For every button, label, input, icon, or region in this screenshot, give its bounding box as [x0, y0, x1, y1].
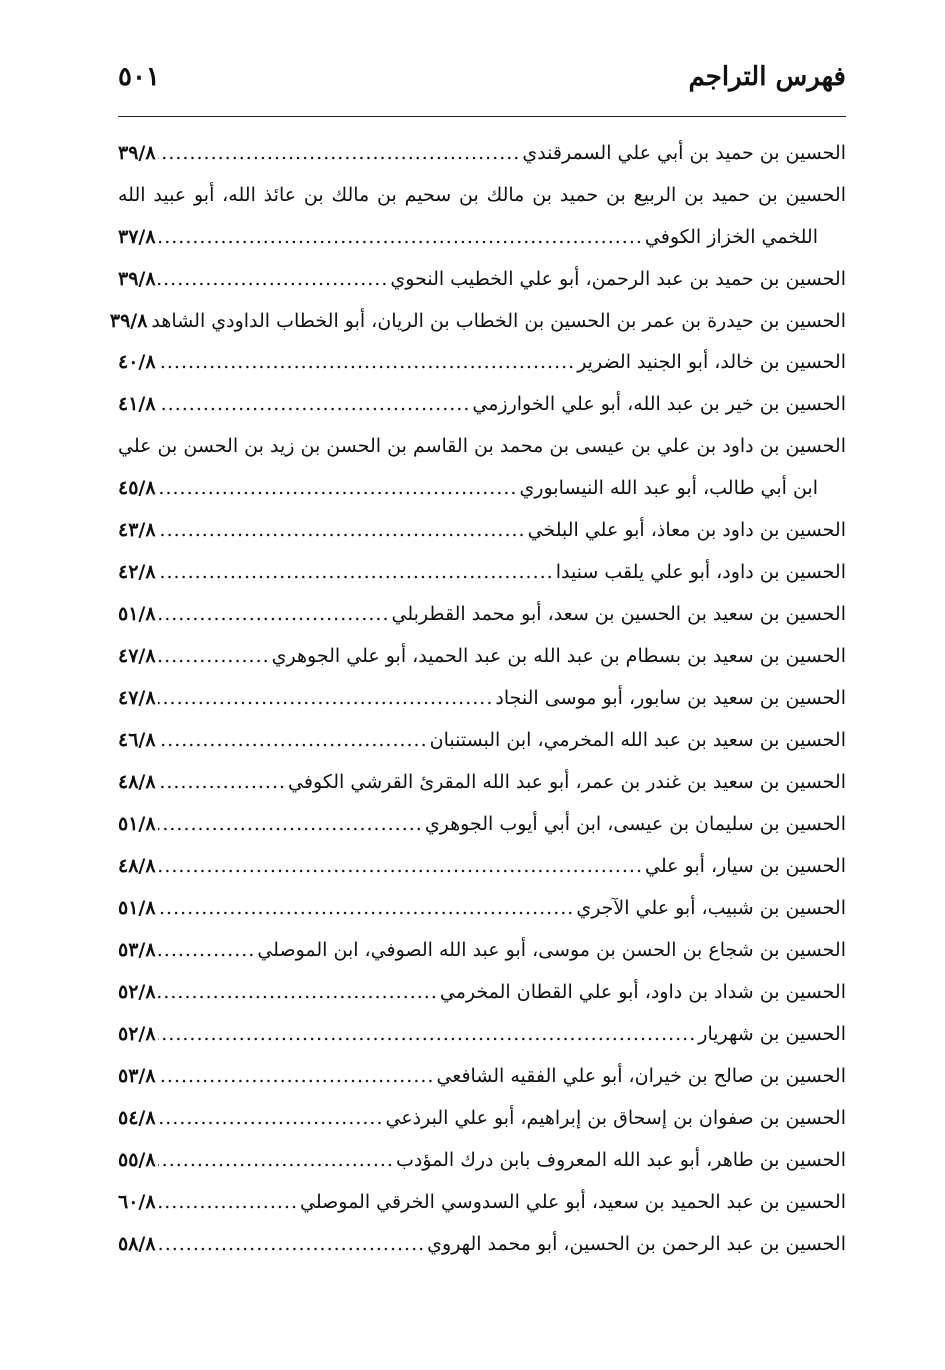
- index-entry: [118, 554, 846, 590]
- entry-reference: ٤٨/٨: [118, 771, 156, 793]
- entry-reference: ٥٢/٨: [118, 981, 156, 1003]
- entry-text: الحسين بن حميد بن أبي علي السمرقندي: [522, 142, 846, 164]
- index-entry: [118, 638, 846, 674]
- leader-dots: [158, 344, 576, 380]
- entry-text: الحسين بن حيدرة بن عمر بن الحسين بن الخطاب بن الريان، أبو الخطاب الداودي الشاهد: [151, 310, 846, 332]
- index-entry: [118, 974, 846, 1010]
- entry-reference: ٤١/٨: [118, 393, 156, 415]
- entry-reference: ٥٨/٨: [118, 1233, 156, 1255]
- entry-reference: ٥٣/٨: [118, 939, 156, 961]
- entry-reference: ٥١/٨: [118, 813, 156, 835]
- page-number: ٥٠١: [118, 62, 160, 92]
- entry-text: الحسين بن عبد الرحمن بن الحسين، أبو محمد الهروي: [427, 1233, 846, 1255]
- entry-reference: ٦٠/٨: [118, 1191, 156, 1213]
- leader-dots: [158, 848, 643, 884]
- entry-text: الحسين بن صفوان بن إسحاق بن إبراهيم، أبو علي البرذعي: [385, 1107, 846, 1129]
- entry-text: ابن أبي طالب، أبو عبد الله النيسابوري: [519, 477, 818, 499]
- entry-reference: ٤٠/٨: [118, 351, 156, 373]
- index-entry: [118, 1226, 846, 1262]
- leader-dots: [158, 1016, 697, 1052]
- entry-reference: ٤٦/٨: [118, 729, 156, 751]
- entry-text: الحسين بن سليمان بن عيسى، ابن أبي أيوب الجوهري: [424, 813, 846, 835]
- leader-dots: [158, 974, 438, 1010]
- leader-dots: [158, 261, 389, 297]
- index-entry: [118, 806, 846, 842]
- leader-dots: [158, 554, 554, 590]
- entry-text: الحسين بن سعيد بن عبد الله المخرمي، ابن البستنبان: [429, 729, 846, 751]
- entry-reference: ٣٩/٨: [118, 268, 156, 290]
- entry-reference: ٤٧/٨: [118, 687, 156, 709]
- entry-text: الحسين بن سيار، أبو علي: [645, 855, 846, 877]
- index-entry: [118, 596, 846, 632]
- index-entry: [118, 261, 846, 297]
- index-entry: [118, 428, 846, 464]
- index-entry: [118, 764, 846, 800]
- entry-text: الحسين بن خير بن عبد الله، أبو علي الخوارزمي: [472, 393, 846, 415]
- leader-dots: [158, 1142, 394, 1178]
- index-entry: [118, 344, 846, 380]
- entry-text: الحسين بن عبد الحميد بن سعيد، أبو علي السدوسي الخرقي الموصلي: [300, 1191, 846, 1213]
- leader-dots: [158, 638, 270, 674]
- entry-text: الحسين بن داود بن علي بن عيسى بن محمد بن القاسم بن الحسن بن زيد بن الحسن بن علي: [118, 435, 846, 457]
- index-entry: [118, 1016, 846, 1052]
- entry-text: الحسين بن حميد بن الربيع بن حميد بن مالك بن سحيم بن مالك بن عائذ الله، أبو عبيد الله: [118, 184, 847, 206]
- entry-reference: ٥٢/٨: [118, 1023, 156, 1045]
- leader-dots: [158, 890, 575, 926]
- index-entry: [118, 932, 846, 968]
- entry-reference: ٣٩/٨: [109, 310, 148, 332]
- leader-dots: [158, 722, 428, 758]
- index-entry: [118, 680, 846, 716]
- entry-text: الحسين بن خالد، أبو الجنيد الضرير: [577, 351, 846, 373]
- entry-reference: ٥٤/٨: [118, 1107, 156, 1129]
- entry-text: الحسين بن سعيد بن الحسين بن سعد، أبو محمد القطربلي: [391, 603, 846, 625]
- index-entry: [118, 512, 846, 548]
- entry-reference: ٤٥/٨: [118, 477, 156, 499]
- entry-text: الحسين بن طاهر، أبو عبد الله المعروف بابن درك المؤدب: [395, 1149, 846, 1171]
- index-entry: [118, 1100, 846, 1136]
- entry-text: الحسين بن شبيب، أبو علي الآجري: [576, 897, 846, 919]
- entry-reference: ٥٥/٨: [118, 1149, 156, 1171]
- entry-text: الحسين بن داود بن معاذ، أبو علي البلخي: [527, 519, 846, 541]
- index-entry: [118, 848, 846, 884]
- entry-text: الحسين بن سعيد بن غندر بن عمر، أبو عبد الله المقرئ القرشي الكوفي: [288, 771, 846, 793]
- index-entry: [118, 722, 846, 758]
- entry-text: اللخمي الخزاز الكوفي: [644, 226, 818, 248]
- leader-dots: [158, 135, 521, 171]
- leader-dots: [158, 596, 390, 632]
- leader-dots: [158, 806, 423, 842]
- leader-dots: [158, 764, 286, 800]
- leader-dots: [158, 470, 518, 506]
- entry-text: الحسين بن سعيد بن بسطام بن عبد الله بن عبد الحميد، أبو علي الجوهري: [271, 645, 846, 667]
- leader-dots: [158, 1226, 426, 1262]
- leader-dots: [158, 932, 256, 968]
- index-entry: [118, 135, 846, 171]
- index-entry: [118, 386, 846, 422]
- index-entry-continuation: [118, 470, 818, 506]
- running-title: فهرس التراجم: [688, 62, 846, 92]
- entry-text: الحسين بن شداد بن داود، أبو علي القطان المخرمي: [439, 981, 846, 1003]
- leader-dots: [158, 512, 526, 548]
- leader-dots: [158, 1058, 435, 1094]
- entry-text: الحسين بن حميد بن عبد الرحمن، أبو علي الخطيب النحوي: [390, 268, 846, 290]
- index-entry: [118, 1184, 846, 1220]
- leader-dots: [158, 219, 643, 255]
- entry-reference: ٣٩/٨: [118, 142, 156, 164]
- entry-text: الحسين بن صالح بن خيران، أبو علي الفقيه الشافعي: [436, 1065, 846, 1087]
- entry-text: الحسين بن سعيد بن سابور، أبو موسى النجاد: [495, 687, 846, 709]
- entry-text: الحسين بن داود، أبو علي يلقب سنيدا: [555, 561, 846, 583]
- entry-reference: ٤٧/٨: [118, 645, 156, 667]
- entry-text: الحسين بن شهريار: [698, 1023, 846, 1045]
- entry-reference: ٤٨/٨: [118, 855, 156, 877]
- index-entry: [118, 1058, 846, 1094]
- index-entry: [118, 1142, 846, 1178]
- leader-dots: [158, 1184, 298, 1220]
- entry-reference: ٥٣/٨: [118, 1065, 156, 1087]
- entry-text: الحسين بن شجاع بن الحسن بن موسى، أبو عبد الله الصوفي، ابن الموصلي: [257, 939, 846, 961]
- leader-dots: [158, 1100, 384, 1136]
- entry-reference: ٥١/٨: [118, 603, 156, 625]
- index-entry: [118, 890, 846, 926]
- index-entry: [118, 177, 846, 213]
- entry-reference: ٤٣/٨: [118, 519, 156, 541]
- leader-dots: [158, 386, 471, 422]
- index-entry-continuation: [118, 219, 818, 255]
- entry-reference: ٤٢/٨: [118, 561, 156, 583]
- entry-reference: ٣٧/٨: [118, 226, 156, 248]
- index-entry: [109, 303, 846, 339]
- leader-dots: [158, 680, 494, 716]
- entry-reference: ٥١/٨: [118, 897, 156, 919]
